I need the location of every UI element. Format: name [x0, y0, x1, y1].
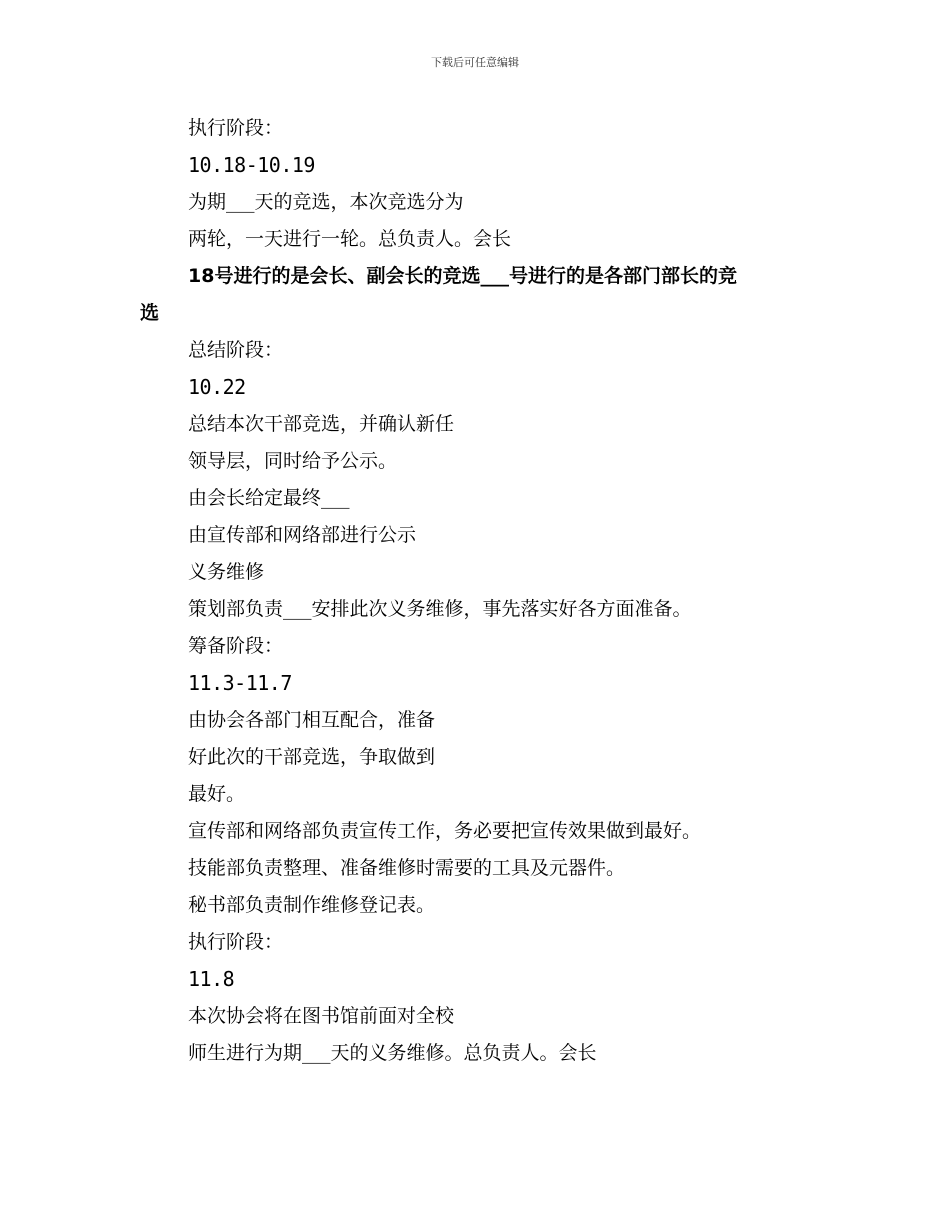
bold-text-line: 18号进行的是会长、副会长的竞选___号进行的是各部门部长的竞 [188, 265, 737, 287]
date-line: 11.8 [188, 967, 235, 991]
text-line: 执行阶段： [188, 931, 284, 953]
date-line: 10.22 [188, 375, 246, 399]
text-line: 总结阶段： [188, 339, 284, 361]
text-line: 师生进行为期___天的义务维修。总负责人。会长 [188, 1042, 597, 1064]
text-line: 执行阶段： [188, 117, 284, 139]
text-line: 秘书部负责制作维修登记表。 [188, 894, 436, 916]
bold-text-wrap-line: 选 [140, 302, 160, 324]
text-line: 由会长给定最终___ [188, 487, 350, 509]
text-line: 本次协会将在图书馆前面对全校 [188, 1005, 455, 1027]
document-body [0, 110, 950, 1072]
text-line: 筹备阶段： [188, 635, 284, 657]
section-heading: 义务维修 [188, 561, 265, 583]
page-header: 下载后可任意编辑 [431, 56, 519, 69]
text-line: 由宣传部和网络部进行公示 [188, 524, 417, 546]
text-line: 策划部负责___安排此次义务维修，事先落实好各方面准备。 [188, 598, 692, 620]
text-line: 领导层，同时给予公示。 [188, 450, 398, 472]
text-line: 总结本次干部竞选，并确认新任 [188, 413, 455, 435]
text-line: 为期___天的竞选，本次竞选分为 [188, 191, 464, 213]
date-line: 11.3-11.7 [188, 671, 292, 695]
text-line: 技能部负责整理、准备维修时需要的工具及元器件。 [188, 857, 626, 879]
text-line: 最好。 [188, 783, 246, 805]
date-line: 10.18-10.19 [188, 153, 315, 177]
text-line: 两轮，一天进行一轮。总负责人。会长 [188, 228, 512, 250]
text-line: 由协会各部门相互配合，准备 [188, 709, 436, 731]
text-line: 好此次的干部竞选，争取做到 [188, 746, 436, 768]
text-line: 宣传部和网络部负责宣传工作，务必要把宣传效果做到最好。 [188, 820, 702, 842]
